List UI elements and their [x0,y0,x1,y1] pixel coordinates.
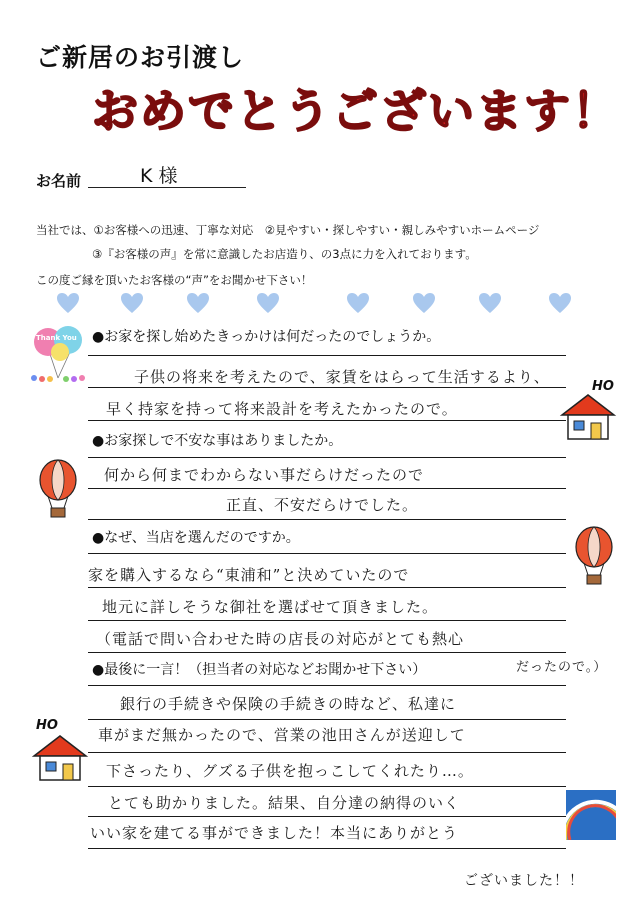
balloon-text: Thank You [36,334,77,342]
thank-you-balloons-illustration [30,324,86,386]
heart-row [0,292,636,318]
heart-icon [186,292,210,314]
answer-4-line-1: 銀行の手続きや保険の手続きの時など、私達に [120,695,457,713]
answer-rule [88,848,566,849]
answer-4-line-4: とても助かりました。結果、自分達の納得のいく [108,794,461,812]
answer-2-line-2: 正直、不安だらけでした。 [226,496,419,514]
question-4: ●最後に一言！（担当者の対応などお聞かせ下さい） [92,662,427,678]
answer-1-line-2: 早く持家を持って将来設計を考えたかったので。 [106,400,458,418]
intro-line-3: この度ご縁を頂いたお客様の“声”をお聞かせ下さい！ [36,273,313,287]
answer-4-line-6: ございました！！ [464,873,584,889]
house-illustration [558,379,618,445]
answer-3-line-1: 家を購入するなら“東浦和”と決めていたので [88,566,410,584]
heart-icon [256,292,280,314]
answer-4-line-3: 下さったり、グズる子供を抱っこしてくれたり…。 [106,762,474,780]
answer-rule [88,587,566,588]
intro-line-2: ③『お客様の声』を常に意識したお店造り、の3点に力を入れております。 [92,247,477,261]
heart-icon [56,292,80,314]
answer-rule [88,752,566,753]
answer-3-line-2: 地元に詳しそうな御社を選ばせて頂きました。 [102,598,439,616]
answer-rule [88,420,566,421]
answer-4-line-2: 車がまだ無かったので、営業の池田さんが送迎して [98,726,466,744]
house-illustration [30,718,90,786]
heart-icon [478,292,502,314]
answer-rule [88,685,566,686]
answer-rule [88,553,566,554]
question-2: ●お家探しで不安な事はありましたか。 [92,433,343,449]
answer-rule [88,519,566,520]
answer-rule [88,816,566,817]
answer-rule [88,457,566,458]
heart-icon [548,292,572,314]
heart-icon [120,292,144,314]
intro-line-1: 当社では、①お客様への迅速、丁寧な対応 ②見やすい・探しやすい・親しみやすいホームページ [36,223,540,237]
answer-rule [88,387,566,388]
name-underline [88,187,246,188]
answer-rule [88,488,566,489]
answer-rule [88,620,566,621]
answer-1-line-1: 子供の将来を考えたので、家賃をはらって生活するより、 [134,368,550,386]
hot-air-balloon-illustration [34,456,82,520]
rainbow-illustration [566,790,616,840]
hot-air-balloon-illustration [570,523,618,587]
question-3: ●なぜ、当店を選んだのですか。 [92,530,300,546]
house-label: HO [592,379,614,394]
house-label: HO [36,718,58,733]
answer-rule [88,355,566,356]
title-large: おめでとうございます！ [92,84,620,138]
heart-icon [412,292,436,314]
name-label: お名前 [36,172,82,190]
question-1: ●お家を探し始めたきっかけは何だったのでしょうか。 [92,329,441,345]
answer-4-line-5: いい家を建てる事ができました！本当にありがとう [90,824,459,842]
heart-icon [346,292,370,314]
title-small: ご新居のお引渡し [36,43,245,72]
answer-rule [88,719,566,720]
answer-2-line-1: 何から何までわからない事だらけだったので [104,466,425,484]
answer-3-line-3: （電話で問い合わせた時の店長の対応がとても熱心 [96,630,465,648]
answer-3-line-4: だったので。） [516,660,608,675]
name-value: K 様 [140,165,178,187]
answer-rule [88,652,566,653]
answer-rule [88,786,566,787]
